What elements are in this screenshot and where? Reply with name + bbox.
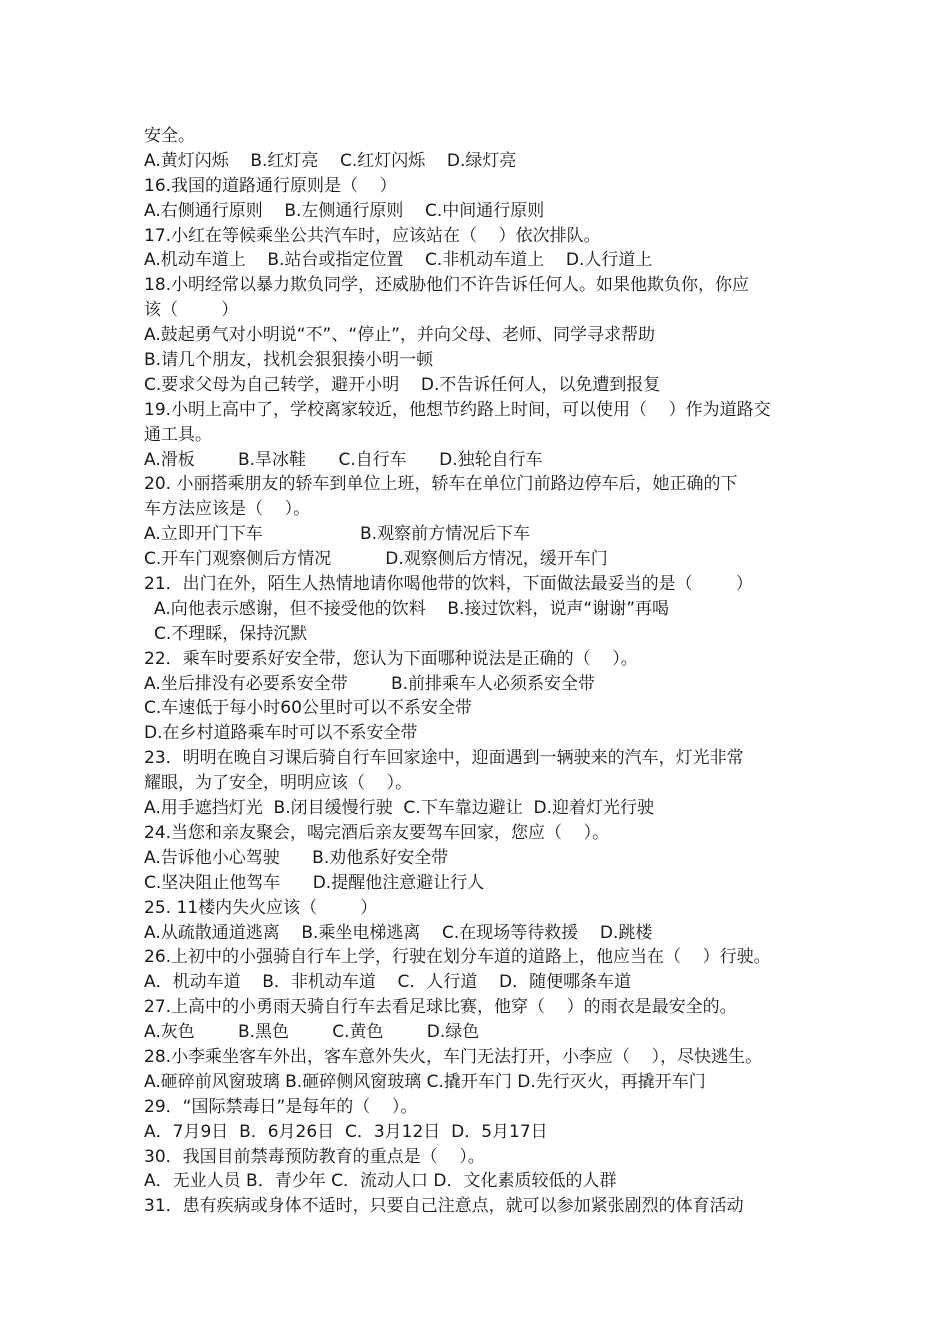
question-27: 27.上高中的小勇雨天骑自行车去看足球比赛，他穿（ ）的雨衣是最安全的。 xyxy=(144,997,737,1018)
answer-options: A.坐后排没有必要系安全带 B.前排乘车人必须系安全带 xyxy=(144,673,596,694)
answer-options: A.告诉他小心驾驶 B.劝他系好安全带 xyxy=(144,847,449,868)
document-body xyxy=(144,124,816,1219)
answer-options: A．机动车道 B．非机动车道 C．人行道 D．随便哪条车道 xyxy=(144,972,632,993)
answer-options: A.从疏散通道逃离 B.乘坐电梯逃离 C.在现场等待救援 D.跳楼 xyxy=(144,922,653,943)
question-24: 24.当您和亲友聚会，喝完酒后亲友要驾车回家，您应（ ）。 xyxy=(144,822,610,843)
question-17: 17.小红在等候乘坐公共汽车时，应该站在（ ）依次排队。 xyxy=(144,225,601,246)
question-21: 21．出门在外，陌生人热情地请你喝他带的饮料，下面做法最妥当的是（ ） xyxy=(144,574,753,595)
answer-option-c: C.车速低于每小时60公里时可以不系安全带 xyxy=(144,698,472,719)
answer-options: A.滑板 B.旱冰鞋 C.自行车 D.独轮自行车 xyxy=(144,449,543,470)
question-16: 16.我国的道路通行原则是（ ） xyxy=(144,175,397,196)
question-31: 31．患有疾病或身体不适时，只要自己注意点，就可以参加紧张剧烈的体育活动 xyxy=(144,1196,744,1217)
answer-options: A．无业人员 B．青少年 C．流动人口 D．文化素质较低的人群 xyxy=(144,1171,617,1192)
question-30: 30．我国目前禁毒预防教育的重点是（ ）。 xyxy=(144,1146,485,1167)
question-20: 20. 小丽搭乘朋友的轿车到单位上班，轿车在单位门前路边停车后，她正确的下 xyxy=(144,474,738,495)
question-18-continued: 该（ ） xyxy=(144,300,239,321)
question-23-continued: 耀眼，为了安全，明明应该（ ）。 xyxy=(144,773,413,794)
answer-options: C.坚决阻止他驾车 D.提醒他注意避让行人 xyxy=(144,872,485,893)
question-26: 26.上初中的小强骑自行车上学，行驶在划分车道的道路上，他应当在（ ）行驶。 xyxy=(144,947,771,968)
answer-options: A.用手遮挡灯光 B.闭目缓慢行驶 C.下车靠边避让 D.迎着灯光行驶 xyxy=(144,798,654,819)
answer-options: A.向他表示感谢，但不接受他的饮料 B.接过饮料，说声“谢谢”再喝 xyxy=(154,598,670,619)
answer-option-a: A.鼓起勇气对小明说“不”、“停止”，并向父母、老师、同学寻求帮助 xyxy=(144,325,655,346)
answer-options: A.机动车道上 B.站台或指定位置 C.非机动车道上 D.人行道上 xyxy=(144,250,653,271)
answer-options: A．7月9日 B．6月26日 C．3月12日 D．5月17日 xyxy=(144,1121,548,1142)
answer-option-b: B.请几个朋友，找机会狠狠揍小明一顿 xyxy=(144,350,434,371)
answer-options: A.灰色 B.黑色 C.黄色 D.绿色 xyxy=(144,1022,480,1043)
question-20-continued: 车方法应该是（ ）。 xyxy=(144,499,311,520)
answer-options: A.黄灯闪烁 B.红灯亮 C.红灯闪烁 D.绿灯亮 xyxy=(144,150,517,171)
answer-options: C.要求父母为自己转学，避开小明 D.不告诉任何人，以免遭到报复 xyxy=(144,374,661,395)
question-18: 18.小明经常以暴力欺负同学，还威胁他们不许告诉任何人。如果他欺负你，你应 xyxy=(144,275,750,296)
answer-option-d: D.在乡村道路乘车时可以不系安全带 xyxy=(144,723,418,744)
answer-option-c: C.不理睬，保持沉默 xyxy=(154,623,308,644)
answer-options: C.开车门观察侧后方情况 D.观察侧后方情况，缓开车门 xyxy=(144,549,608,570)
question-23: 23．明明在晚自习课后骑自行车回家途中，迎面遇到一辆驶来的汽车，灯光非常 xyxy=(144,748,744,769)
question-29: 29．“国际禁毒日”是每年的（ ）。 xyxy=(144,1096,418,1117)
question-19: 19.小明上高中了，学校离家较近，他想节约路上时间，可以使用（ ）作为道路交 xyxy=(144,399,771,420)
question-25: 25. 11楼内失火应该（ ） xyxy=(144,897,378,918)
answer-options: A.右侧通行原则 B.左侧通行原则 C.中间通行原则 xyxy=(144,200,545,221)
question-19-continued: 通工具。 xyxy=(144,424,212,445)
question-22: 22．乘车时要系好安全带，您认为下面哪种说法是正确的（ ）。 xyxy=(144,648,638,669)
answer-options: A.立即开门下车 B.观察前方情况后下车 xyxy=(144,524,531,545)
question-28: 28.小李乘坐客车外出，客车意外失火，车门无法打开，小李应（ ），尽快逃生。 xyxy=(144,1046,763,1067)
text-line: 安全。 xyxy=(144,126,195,146)
answer-options: A.砸碎前风窗玻璃 B.砸碎侧风窗玻璃 C.撬开车门 D.先行灭火，再撬开车门 xyxy=(144,1071,706,1092)
